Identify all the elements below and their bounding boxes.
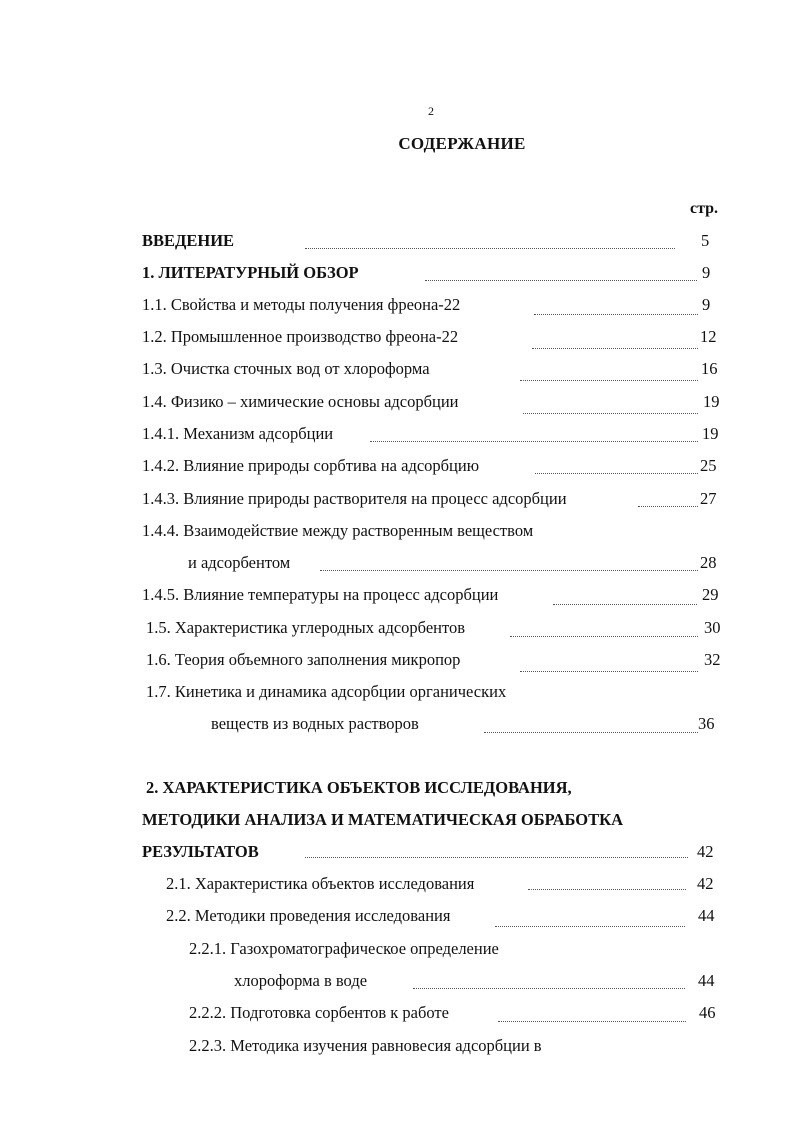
- toc-title: СОДЕРЖАНИЕ: [398, 134, 526, 153]
- toc-page: 9: [702, 295, 711, 314]
- toc-entry: 2.2.1. Газохроматографическое определение: [189, 939, 499, 958]
- toc-entry: 2.2.2. Подготовка сорбентов к работе: [189, 1003, 449, 1022]
- toc-page: 46: [699, 1003, 716, 1022]
- toc-page: 19: [702, 424, 719, 443]
- toc-page: 29: [702, 585, 719, 604]
- toc-page: 16: [701, 359, 718, 378]
- toc-entry: 1.4.5. Влияние температуры на процесс адсорбции: [142, 585, 499, 604]
- toc-page: 27: [700, 489, 717, 508]
- dot-leader: [535, 473, 698, 474]
- toc-entry: 1.4.1. Механизм адсорбции: [142, 424, 334, 443]
- dot-leader: [425, 280, 697, 281]
- toc-entry: 1.4. Физико – химические основы адсорбции: [142, 392, 459, 411]
- toc-page: 44: [698, 906, 715, 925]
- toc-entry: 1.1. Свойства и методы получения фреона-22: [142, 295, 461, 314]
- toc-page: 36: [698, 714, 715, 733]
- toc-page: 25: [700, 456, 717, 475]
- toc-entry: 1.4.4. Взаимодействие между растворенным веществом: [142, 521, 534, 540]
- dot-leader: [523, 413, 698, 414]
- toc-entry-chapter-2-continuation: МЕТОДИКИ АНАЛИЗА И МАТЕМАТИЧЕСКАЯ ОБРАБОТКА: [142, 810, 624, 829]
- page-column-label: стр.: [690, 200, 719, 217]
- dot-leader: [528, 889, 686, 890]
- toc-entry-chapter-1: 1. ЛИТЕРАТУРНЫЙ ОБЗОР: [142, 263, 359, 282]
- toc-page: 42: [697, 874, 714, 893]
- toc-page: 32: [704, 650, 721, 669]
- toc-entry: 1.2. Промышленное производство фреона-22: [142, 327, 459, 346]
- dot-leader: [370, 441, 698, 442]
- toc-entry: 1.5. Характеристика углеродных адсорбентов: [146, 618, 466, 637]
- dot-leader: [413, 988, 685, 989]
- toc-entry-chapter-2: 2. ХАРАКТЕРИСТИКА ОБЪЕКТОВ ИССЛЕДОВАНИЯ,: [146, 778, 572, 797]
- dot-leader: [534, 314, 698, 315]
- dot-leader: [495, 926, 685, 927]
- toc-page: 9: [702, 263, 711, 282]
- dot-leader: [320, 570, 698, 571]
- dot-leader: [510, 636, 698, 637]
- toc-entry: 1.3. Очистка сточных вод от хлороформа: [142, 359, 430, 378]
- toc-entry: 2.1. Характеристика объектов исследования: [166, 874, 475, 893]
- dot-leader: [498, 1021, 686, 1022]
- dot-leader: [532, 348, 698, 349]
- dot-leader: [520, 671, 698, 672]
- toc-page: 28: [700, 553, 717, 572]
- dot-leader: [305, 248, 675, 249]
- toc-entry: 2.2. Методики проведения исследования: [166, 906, 451, 925]
- dot-leader: [520, 380, 698, 381]
- toc-page: 12: [700, 327, 717, 346]
- toc-page: 42: [697, 842, 714, 861]
- toc-entry-introduction: ВВЕДЕНИЕ: [142, 231, 235, 250]
- dot-leader: [553, 604, 697, 605]
- dot-leader: [638, 506, 698, 507]
- toc-entry: 1.7. Кинетика и динамика адсорбции органических: [146, 682, 507, 701]
- toc-entry-continuation: и адсорбентом: [188, 553, 291, 572]
- toc-page: 44: [698, 971, 715, 990]
- toc-entry-continuation: веществ из водных растворов: [211, 714, 419, 733]
- toc-page: 30: [704, 618, 721, 637]
- toc-entry-chapter-2-continuation: РЕЗУЛЬТАТОВ: [142, 842, 259, 861]
- page-number: 2: [428, 104, 434, 118]
- toc-entry-continuation: хлороформа в воде: [234, 971, 368, 990]
- toc-entry: 1.4.3. Влияние природы растворителя на процесс адсорбции: [142, 489, 567, 508]
- toc-entry: 2.2.3. Методика изучения равновесия адсорбции в: [189, 1036, 542, 1055]
- dot-leader: [484, 732, 698, 733]
- toc-entry: 1.6. Теория объемного заполнения микропор: [146, 650, 461, 669]
- toc-page: 19: [703, 392, 720, 411]
- dot-leader: [305, 857, 688, 858]
- toc-entry: 1.4.2. Влияние природы сорбтива на адсорбцию: [142, 456, 480, 475]
- toc-page: 5: [701, 231, 710, 250]
